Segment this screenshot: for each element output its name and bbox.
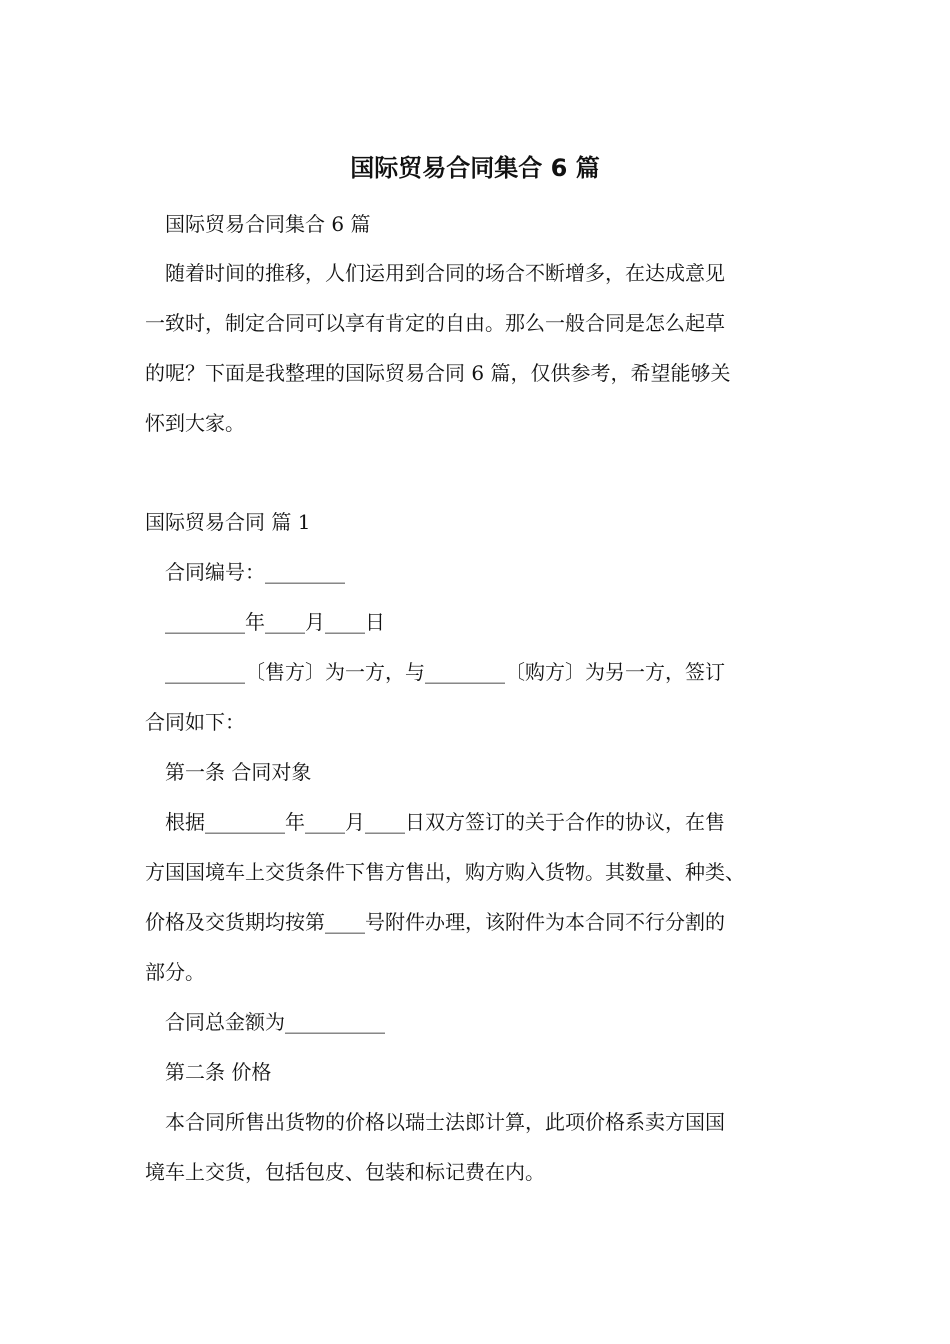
intro-line: 的呢？下面是我整理的国际贸易合同 6 篇，仅供参考，希望能够关 bbox=[145, 361, 731, 385]
contract-number: 合同编号：________ bbox=[165, 560, 345, 584]
article-body-line: 本合同所售出货物的价格以瑞士法郎计算，此项价格系卖方国国 bbox=[165, 1110, 725, 1134]
document-title: 国际贸易合同集合 6 篇 bbox=[350, 154, 600, 182]
section-heading: 国际贸易合同 篇 1 bbox=[145, 510, 311, 534]
subtitle: 国际贸易合同集合 6 篇 bbox=[165, 212, 371, 236]
article-heading: 第二条 价格 bbox=[165, 1060, 272, 1084]
intro-line: 随着时间的推移，人们运用到合同的场合不断增多，在达成意见 bbox=[165, 261, 725, 285]
parties-line: ________〔售方〕为一方，与________〔购方〕为另一方，签订 bbox=[165, 660, 725, 684]
intro-line: 一致时，制定合同可以享有肯定的自由。那么一般合同是怎么起草 bbox=[145, 311, 725, 335]
intro-line: 怀到大家。 bbox=[145, 411, 245, 435]
total-amount: 合同总金额为__________ bbox=[165, 1010, 385, 1034]
article-body-line: 价格及交货期均按第____号附件办理，该附件为本合同不行分割的 bbox=[145, 910, 725, 934]
article-body-line: 境车上交货，包括包皮、包装和标记费在内。 bbox=[145, 1160, 545, 1184]
article-body-line: 根据________年____月____日双方签订的关于合作的协议，在售 bbox=[165, 810, 725, 834]
article-body-line: 部分。 bbox=[145, 960, 205, 984]
article-heading: 第一条 合同对象 bbox=[165, 760, 312, 784]
date-line: ________年____月____日 bbox=[165, 610, 385, 634]
article-body-line: 方国国境车上交货条件下售方售出，购方购入货物。其数量、种类、 bbox=[145, 860, 745, 884]
parties-line: 合同如下： bbox=[145, 710, 245, 734]
